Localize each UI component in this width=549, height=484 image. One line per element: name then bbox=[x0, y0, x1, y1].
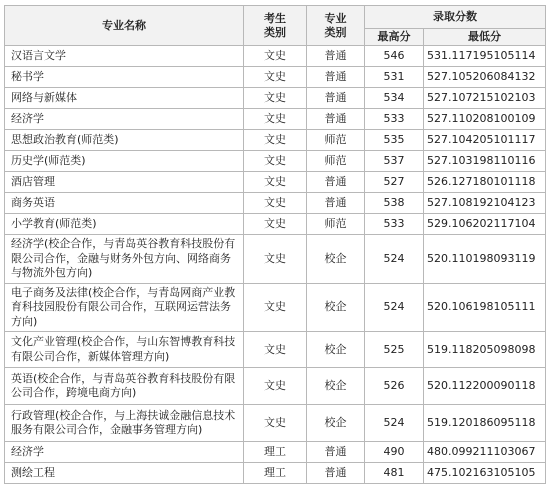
major-type-cell: 校企 bbox=[307, 235, 365, 284]
student-type-cell: 理工 bbox=[244, 463, 307, 484]
major-name-cell: 经济学 bbox=[5, 442, 244, 463]
major-type-cell: 校企 bbox=[307, 283, 365, 332]
admission-score-table-container bbox=[4, 5, 545, 484]
major-type-cell: 普通 bbox=[307, 109, 365, 130]
major-name-cell: 思想政治教育(师范类) bbox=[5, 130, 244, 151]
min-score-cell: 529.106202117104 bbox=[424, 214, 546, 235]
min-score-cell: 480.099211103067 bbox=[424, 442, 546, 463]
header-score-group: 录取分数 bbox=[365, 6, 546, 29]
student-type-cell: 文史 bbox=[244, 67, 307, 88]
min-score-cell: 531.117195105114 bbox=[424, 46, 546, 67]
table-body bbox=[5, 46, 546, 484]
max-score-cell: 527 bbox=[365, 172, 424, 193]
student-type-cell: 理工 bbox=[244, 442, 307, 463]
min-score-cell: 519.120186095118 bbox=[424, 405, 546, 442]
table-row bbox=[5, 214, 546, 235]
table-row bbox=[5, 151, 546, 172]
major-type-cell: 师范 bbox=[307, 214, 365, 235]
major-type-cell: 校企 bbox=[307, 405, 365, 442]
min-score-cell: 527.105206084132 bbox=[424, 67, 546, 88]
max-score-cell: 533 bbox=[365, 214, 424, 235]
table-row bbox=[5, 172, 546, 193]
student-type-cell: 文史 bbox=[244, 109, 307, 130]
max-score-cell: 531 bbox=[365, 67, 424, 88]
student-type-cell: 文史 bbox=[244, 130, 307, 151]
min-score-cell: 527.108192104123 bbox=[424, 193, 546, 214]
table-row bbox=[5, 88, 546, 109]
major-type-cell: 普通 bbox=[307, 442, 365, 463]
student-type-cell: 文史 bbox=[244, 193, 307, 214]
min-score-cell: 520.106198105111 bbox=[424, 283, 546, 332]
max-score-cell: 524 bbox=[365, 235, 424, 284]
table-row bbox=[5, 109, 546, 130]
student-type-cell: 文史 bbox=[244, 368, 307, 405]
table-row bbox=[5, 46, 546, 67]
student-type-cell: 文史 bbox=[244, 214, 307, 235]
min-score-cell: 475.102163105105 bbox=[424, 463, 546, 484]
max-score-cell: 533 bbox=[365, 109, 424, 130]
max-score-cell: 534 bbox=[365, 88, 424, 109]
student-type-cell: 文史 bbox=[244, 283, 307, 332]
student-type-cell: 文史 bbox=[244, 46, 307, 67]
student-type-cell: 文史 bbox=[244, 172, 307, 193]
table-row bbox=[5, 235, 546, 284]
student-type-cell: 文史 bbox=[244, 332, 307, 368]
student-type-cell: 文史 bbox=[244, 88, 307, 109]
max-score-cell: 524 bbox=[365, 405, 424, 442]
major-name-cell: 网络与新媒体 bbox=[5, 88, 244, 109]
major-name-cell: 酒店管理 bbox=[5, 172, 244, 193]
major-name-cell: 历史学(师范类) bbox=[5, 151, 244, 172]
major-name-cell: 英语(校企合作，与青岛英谷教育科技股份有限公司合作，跨境电商方向) bbox=[5, 368, 244, 405]
table-row bbox=[5, 130, 546, 151]
table-row bbox=[5, 368, 546, 405]
max-score-cell: 481 bbox=[365, 463, 424, 484]
header-student-type: 考生 类别 bbox=[244, 6, 307, 46]
max-score-cell: 526 bbox=[365, 368, 424, 405]
major-name-cell: 经济学(校企合作，与青岛英谷教育科技股份有限公司合作，金融与财务外包方向、网络商务与物流外包方向) bbox=[5, 235, 244, 284]
major-type-cell: 校企 bbox=[307, 332, 365, 368]
major-name-cell: 文化产业管理(校企合作，与山东智博教育科技有限公司合作，新媒体管理方向) bbox=[5, 332, 244, 368]
student-type-cell: 文史 bbox=[244, 151, 307, 172]
student-type-cell: 文史 bbox=[244, 235, 307, 284]
major-type-cell: 普通 bbox=[307, 193, 365, 214]
min-score-cell: 527.110208100109 bbox=[424, 109, 546, 130]
table-row bbox=[5, 463, 546, 484]
major-name-cell: 测绘工程 bbox=[5, 463, 244, 484]
student-type-cell: 文史 bbox=[244, 405, 307, 442]
major-name-cell: 电子商务及法律(校企合作，与青岛网商产业教育科技园股份有限公司合作，互联网运营法务方向) bbox=[5, 283, 244, 332]
major-type-cell: 普通 bbox=[307, 67, 365, 88]
min-score-cell: 527.104205101117 bbox=[424, 130, 546, 151]
max-score-cell: 537 bbox=[365, 151, 424, 172]
table-row bbox=[5, 332, 546, 368]
min-score-cell: 527.103198110116 bbox=[424, 151, 546, 172]
table-row bbox=[5, 193, 546, 214]
major-name-cell: 汉语言文学 bbox=[5, 46, 244, 67]
min-score-cell: 526.127180101118 bbox=[424, 172, 546, 193]
admission-score-table bbox=[4, 5, 546, 484]
major-type-cell: 普通 bbox=[307, 172, 365, 193]
min-score-cell: 527.107215102103 bbox=[424, 88, 546, 109]
max-score-cell: 490 bbox=[365, 442, 424, 463]
major-name-cell: 经济学 bbox=[5, 109, 244, 130]
major-type-cell: 普通 bbox=[307, 88, 365, 109]
max-score-cell: 538 bbox=[365, 193, 424, 214]
table-row bbox=[5, 442, 546, 463]
max-score-cell: 546 bbox=[365, 46, 424, 67]
major-type-cell: 师范 bbox=[307, 151, 365, 172]
header-max-score: 最高分 bbox=[365, 29, 424, 46]
header-min-score: 最低分 bbox=[424, 29, 546, 46]
major-type-cell: 普通 bbox=[307, 463, 365, 484]
max-score-cell: 525 bbox=[365, 332, 424, 368]
header-major-name: 专业名称 bbox=[5, 6, 244, 46]
table-row bbox=[5, 283, 546, 332]
major-type-cell: 师范 bbox=[307, 130, 365, 151]
table-row bbox=[5, 405, 546, 442]
min-score-cell: 519.118205098098 bbox=[424, 332, 546, 368]
table-row bbox=[5, 67, 546, 88]
max-score-cell: 535 bbox=[365, 130, 424, 151]
major-name-cell: 行政管理(校企合作，与上海扶诚金融信息技术服务有限公司合作，金融事务管理方向) bbox=[5, 405, 244, 442]
major-type-cell: 普通 bbox=[307, 46, 365, 67]
major-name-cell: 小学教育(师范类) bbox=[5, 214, 244, 235]
major-name-cell: 秘书学 bbox=[5, 67, 244, 88]
header-major-type: 专业 类别 bbox=[307, 6, 365, 46]
major-type-cell: 校企 bbox=[307, 368, 365, 405]
major-name-cell: 商务英语 bbox=[5, 193, 244, 214]
min-score-cell: 520.112200090118 bbox=[424, 368, 546, 405]
min-score-cell: 520.110198093119 bbox=[424, 235, 546, 284]
max-score-cell: 524 bbox=[365, 283, 424, 332]
